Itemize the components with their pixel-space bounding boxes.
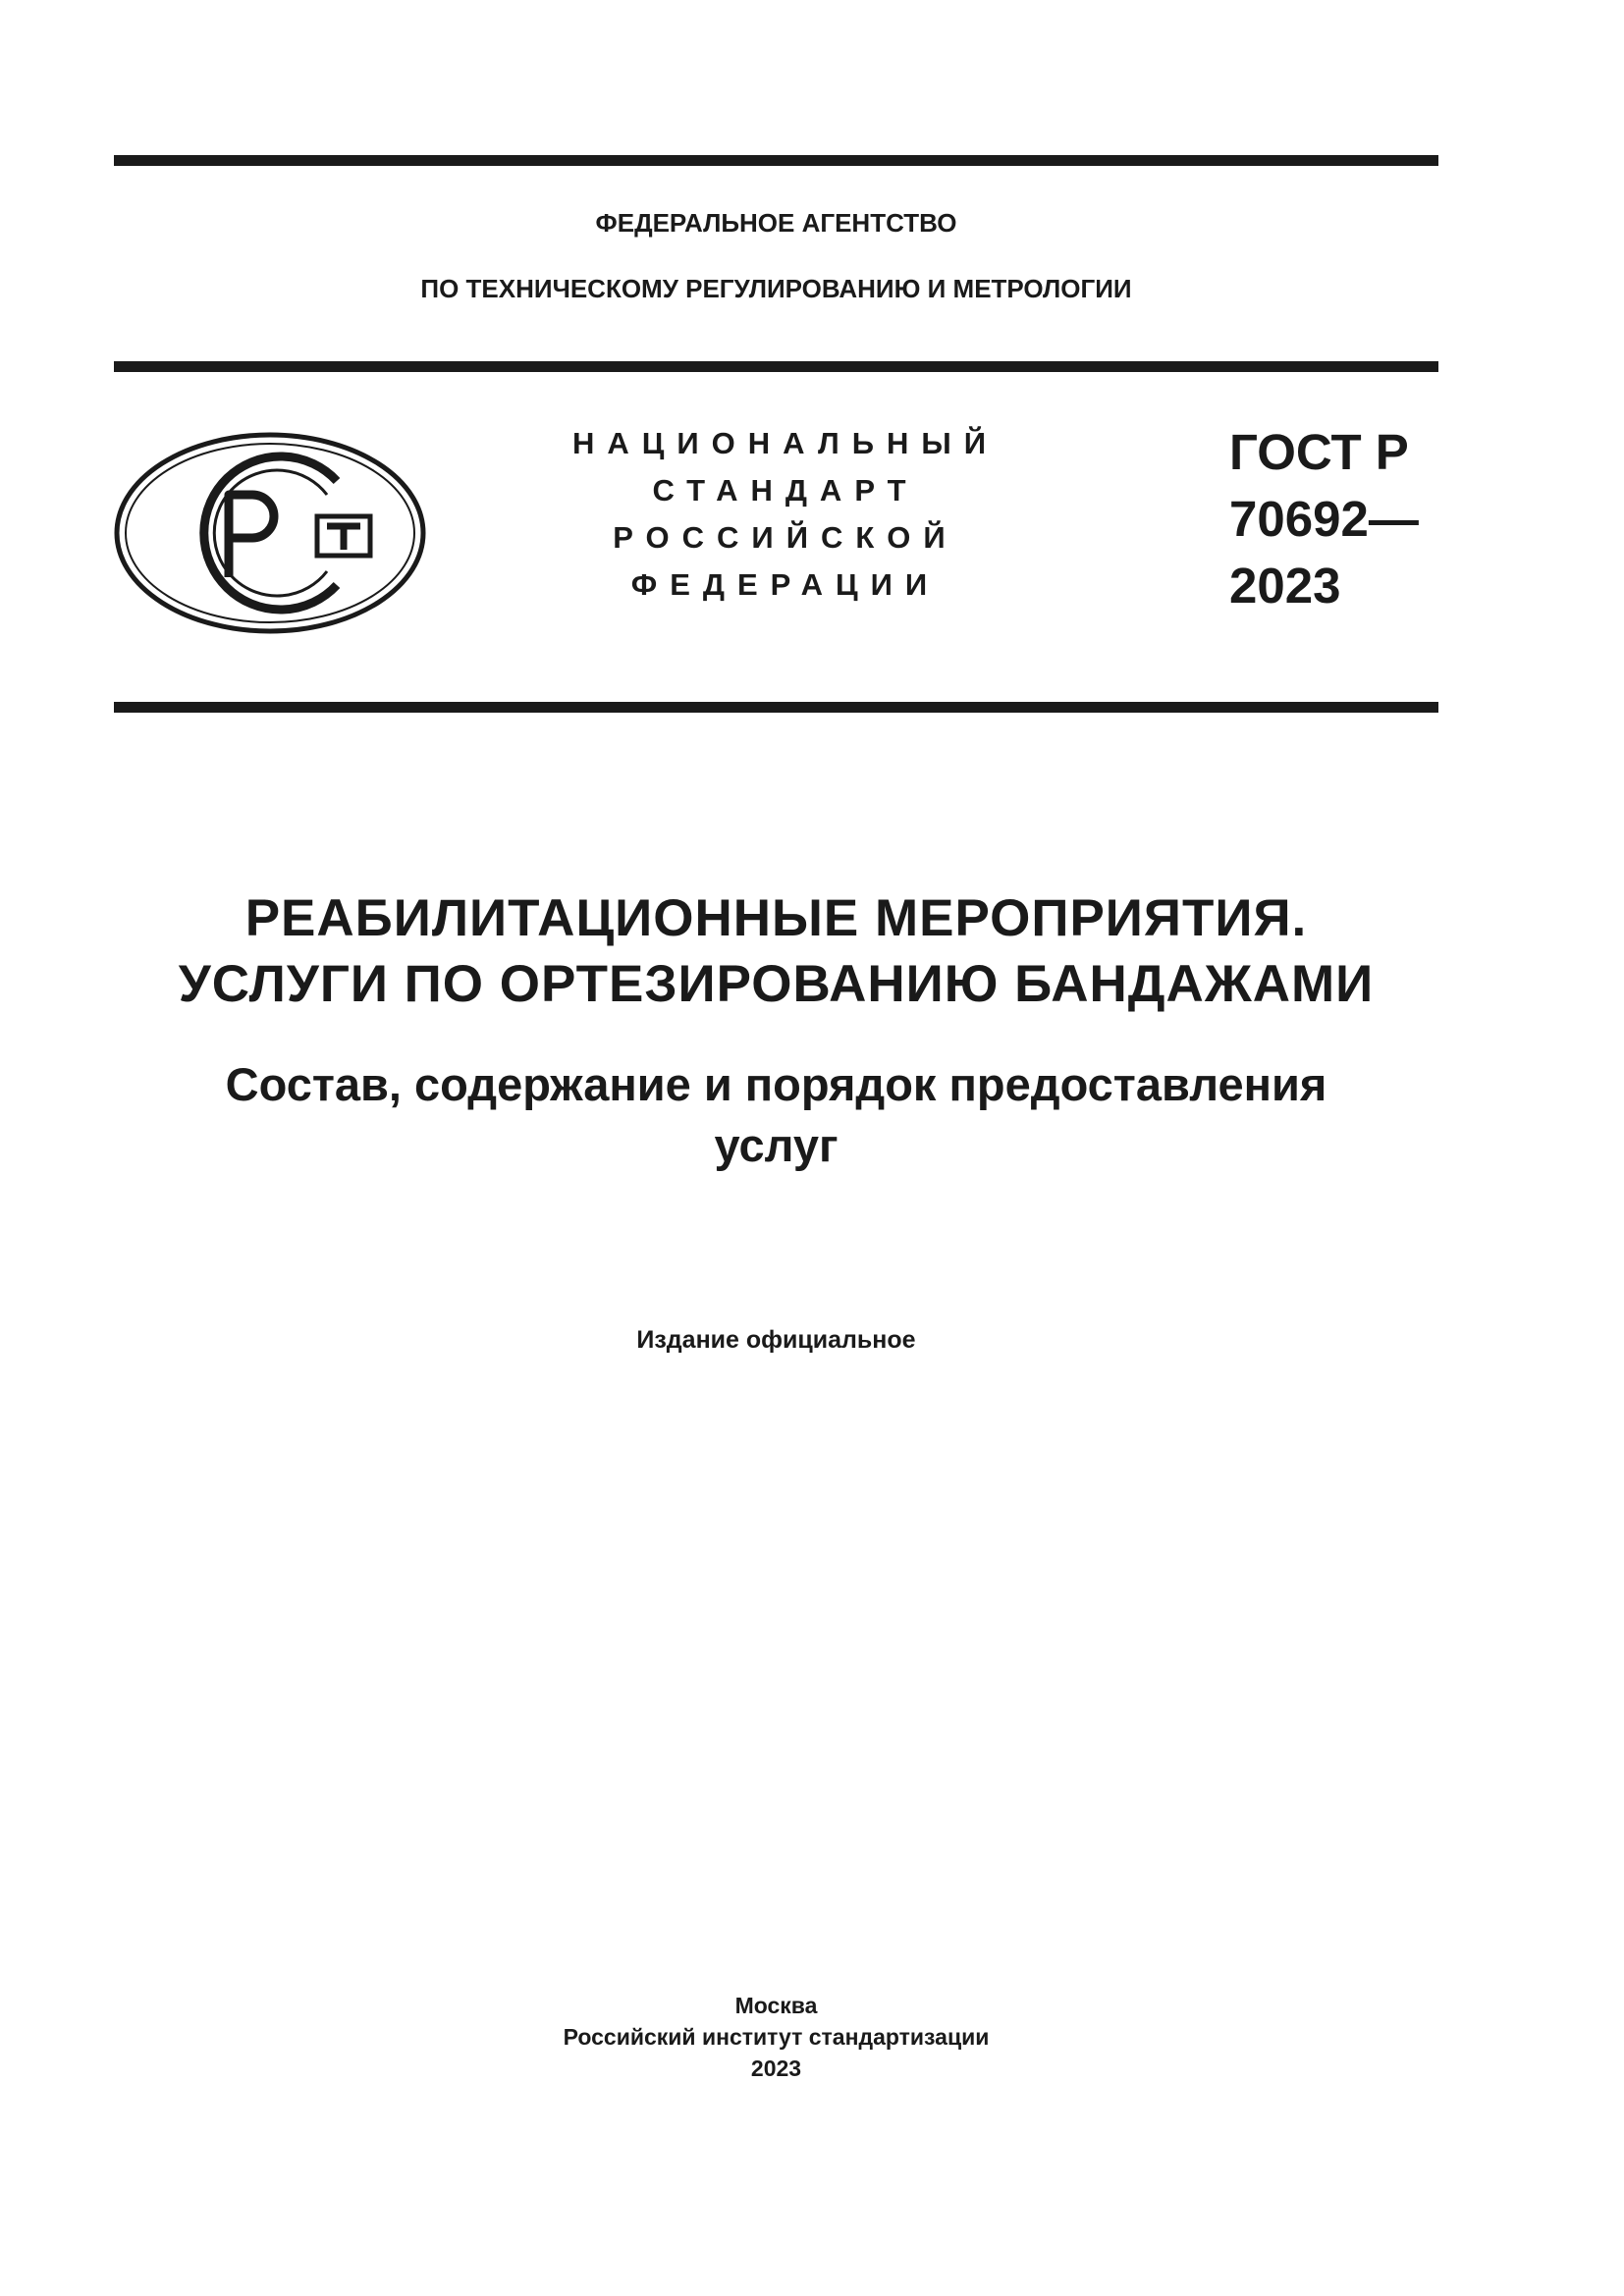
subtitle-line-1: Состав, содержание и порядок предоставления xyxy=(225,1058,1327,1110)
imprint-publisher: Российский институт стандартизации xyxy=(563,2024,990,2050)
block-rule xyxy=(114,702,1438,713)
imprint-city: Москва xyxy=(734,1993,818,2018)
top-rule xyxy=(114,155,1438,166)
national-line-3: РОССИЙСКОЙ xyxy=(613,520,958,555)
gost-number-line-2: 70692— xyxy=(1229,491,1419,547)
agency-line-2: ПО ТЕХНИЧЕСКОМУ РЕГУЛИРОВАНИЮ И МЕТРОЛОГИИ xyxy=(420,274,1132,303)
national-line-4: ФЕДЕРАЦИИ xyxy=(630,567,941,602)
edition-note: Издание официальное xyxy=(636,1326,916,1354)
gost-number-line-1: ГОСТ Р xyxy=(1229,424,1409,480)
subtitle-line-2: услуг xyxy=(714,1119,839,1171)
header-rule xyxy=(114,361,1438,372)
rst-mark-icon xyxy=(113,430,427,636)
title-line-1: РЕАБИЛИТАЦИОННЫЕ МЕРОПРИЯТИЯ. xyxy=(244,889,1308,947)
title-line-2: УСЛУГИ ПО ОРТЕЗИРОВАНИЮ БАНДАЖАМИ xyxy=(178,955,1375,1013)
national-line-2: СТАНДАРТ xyxy=(652,473,919,507)
national-line-1: НАЦИОНАЛЬНЫЙ xyxy=(571,426,1000,460)
gost-number-line-3: 2023 xyxy=(1229,558,1341,614)
agency-line-1: ФЕДЕРАЛЬНОЕ АГЕНТСТВО xyxy=(595,208,957,238)
imprint-year: 2023 xyxy=(750,2056,802,2081)
